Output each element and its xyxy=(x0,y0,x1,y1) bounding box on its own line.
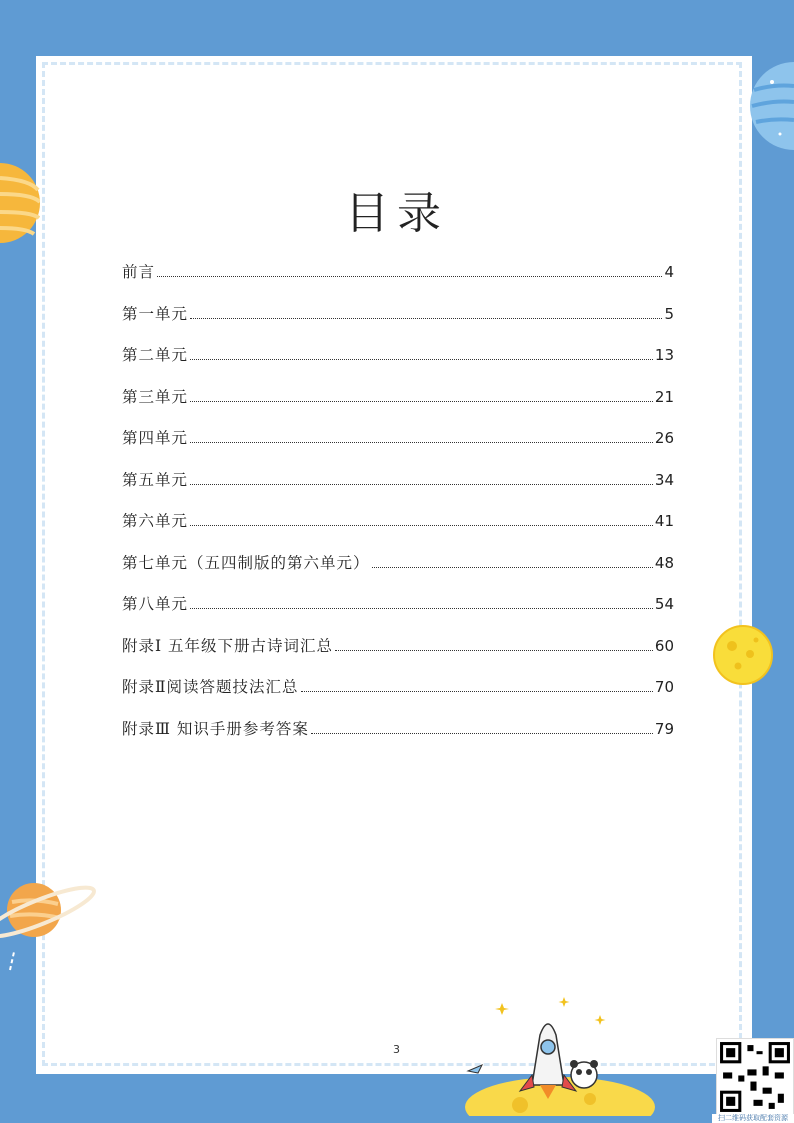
toc-entry-page: 48 xyxy=(654,553,674,572)
toc-entry-page: 34 xyxy=(654,470,674,489)
toc-leader-dots xyxy=(190,441,653,443)
toc-leader-dots xyxy=(301,690,653,692)
toc-leader-dots xyxy=(190,317,662,319)
toc-entry[interactable] xyxy=(122,551,674,593)
toc-leader-dots xyxy=(190,400,653,402)
table-of-contents xyxy=(122,260,674,758)
toc-entry[interactable] xyxy=(122,468,674,510)
toc-entry-page: 5 xyxy=(664,304,674,323)
toc-entry-page: 41 xyxy=(654,512,674,530)
toc-entry-label: 前言 xyxy=(122,263,156,281)
qr-code-icon[interactable] xyxy=(716,1038,794,1116)
ringed-planet-icon xyxy=(0,872,100,976)
toc-leader-dots xyxy=(190,358,653,360)
toc-entry[interactable] xyxy=(122,592,674,634)
toc-entry[interactable] xyxy=(122,385,674,427)
toc-entry-page: 79 xyxy=(654,719,674,738)
toc-entry-label: 第五单元 xyxy=(122,470,189,489)
toc-entry-page: 4 xyxy=(664,263,674,281)
toc-entry-label: 附录Ⅲ 知识手册参考答案 xyxy=(122,719,309,738)
toc-entry[interactable] xyxy=(122,426,674,468)
rocket-moon-illustration-icon xyxy=(460,995,660,1116)
toc-entry-label: 第六单元 xyxy=(122,512,189,530)
toc-entry-label: 附录Ⅰ 五年级下册古诗词汇总 xyxy=(122,636,334,655)
toc-entry-label: 第八单元 xyxy=(122,595,189,613)
qr-pattern xyxy=(717,1039,793,1115)
toc-entry[interactable] xyxy=(122,634,674,676)
toc-entry[interactable] xyxy=(122,260,674,302)
toc-entry[interactable] xyxy=(122,509,674,551)
page-number: 3 xyxy=(393,1043,400,1056)
toc-entry-label: 第七单元（五四制版的第六单元） xyxy=(122,553,370,572)
toc-entry-label: 第四单元 xyxy=(122,429,189,447)
toc-leader-dots xyxy=(157,275,662,277)
toc-entry-page: 13 xyxy=(654,346,674,364)
toc-entry[interactable] xyxy=(122,675,674,717)
page-title: 目录 xyxy=(345,188,449,240)
toc-entry[interactable] xyxy=(122,302,674,344)
blue-planet-icon xyxy=(750,60,794,152)
qr-caption: 扫二维码获取配套资源 xyxy=(712,1114,794,1123)
toc-entry-label: 第二单元 xyxy=(122,346,189,364)
yellow-moon-icon xyxy=(712,624,774,686)
toc-entry-page: 70 xyxy=(654,678,674,696)
toc-leader-dots xyxy=(372,566,653,568)
toc-leader-dots xyxy=(335,649,653,651)
toc-entry-label: 第一单元 xyxy=(122,304,189,323)
toc-entry-label: 第三单元 xyxy=(122,387,189,406)
toc-entry-page: 21 xyxy=(654,387,674,406)
toc-leader-dots xyxy=(190,607,653,609)
toc-leader-dots xyxy=(190,483,653,485)
toc-leader-dots xyxy=(311,732,653,734)
toc-entry[interactable] xyxy=(122,717,674,759)
toc-entry-page: 26 xyxy=(654,429,674,447)
toc-entry-page: 54 xyxy=(654,595,674,613)
toc-entry-label: 附录Ⅱ阅读答题技法汇总 xyxy=(122,678,299,696)
toc-entry[interactable] xyxy=(122,343,674,385)
toc-entry-page: 60 xyxy=(654,636,674,655)
toc-leader-dots xyxy=(190,524,653,526)
